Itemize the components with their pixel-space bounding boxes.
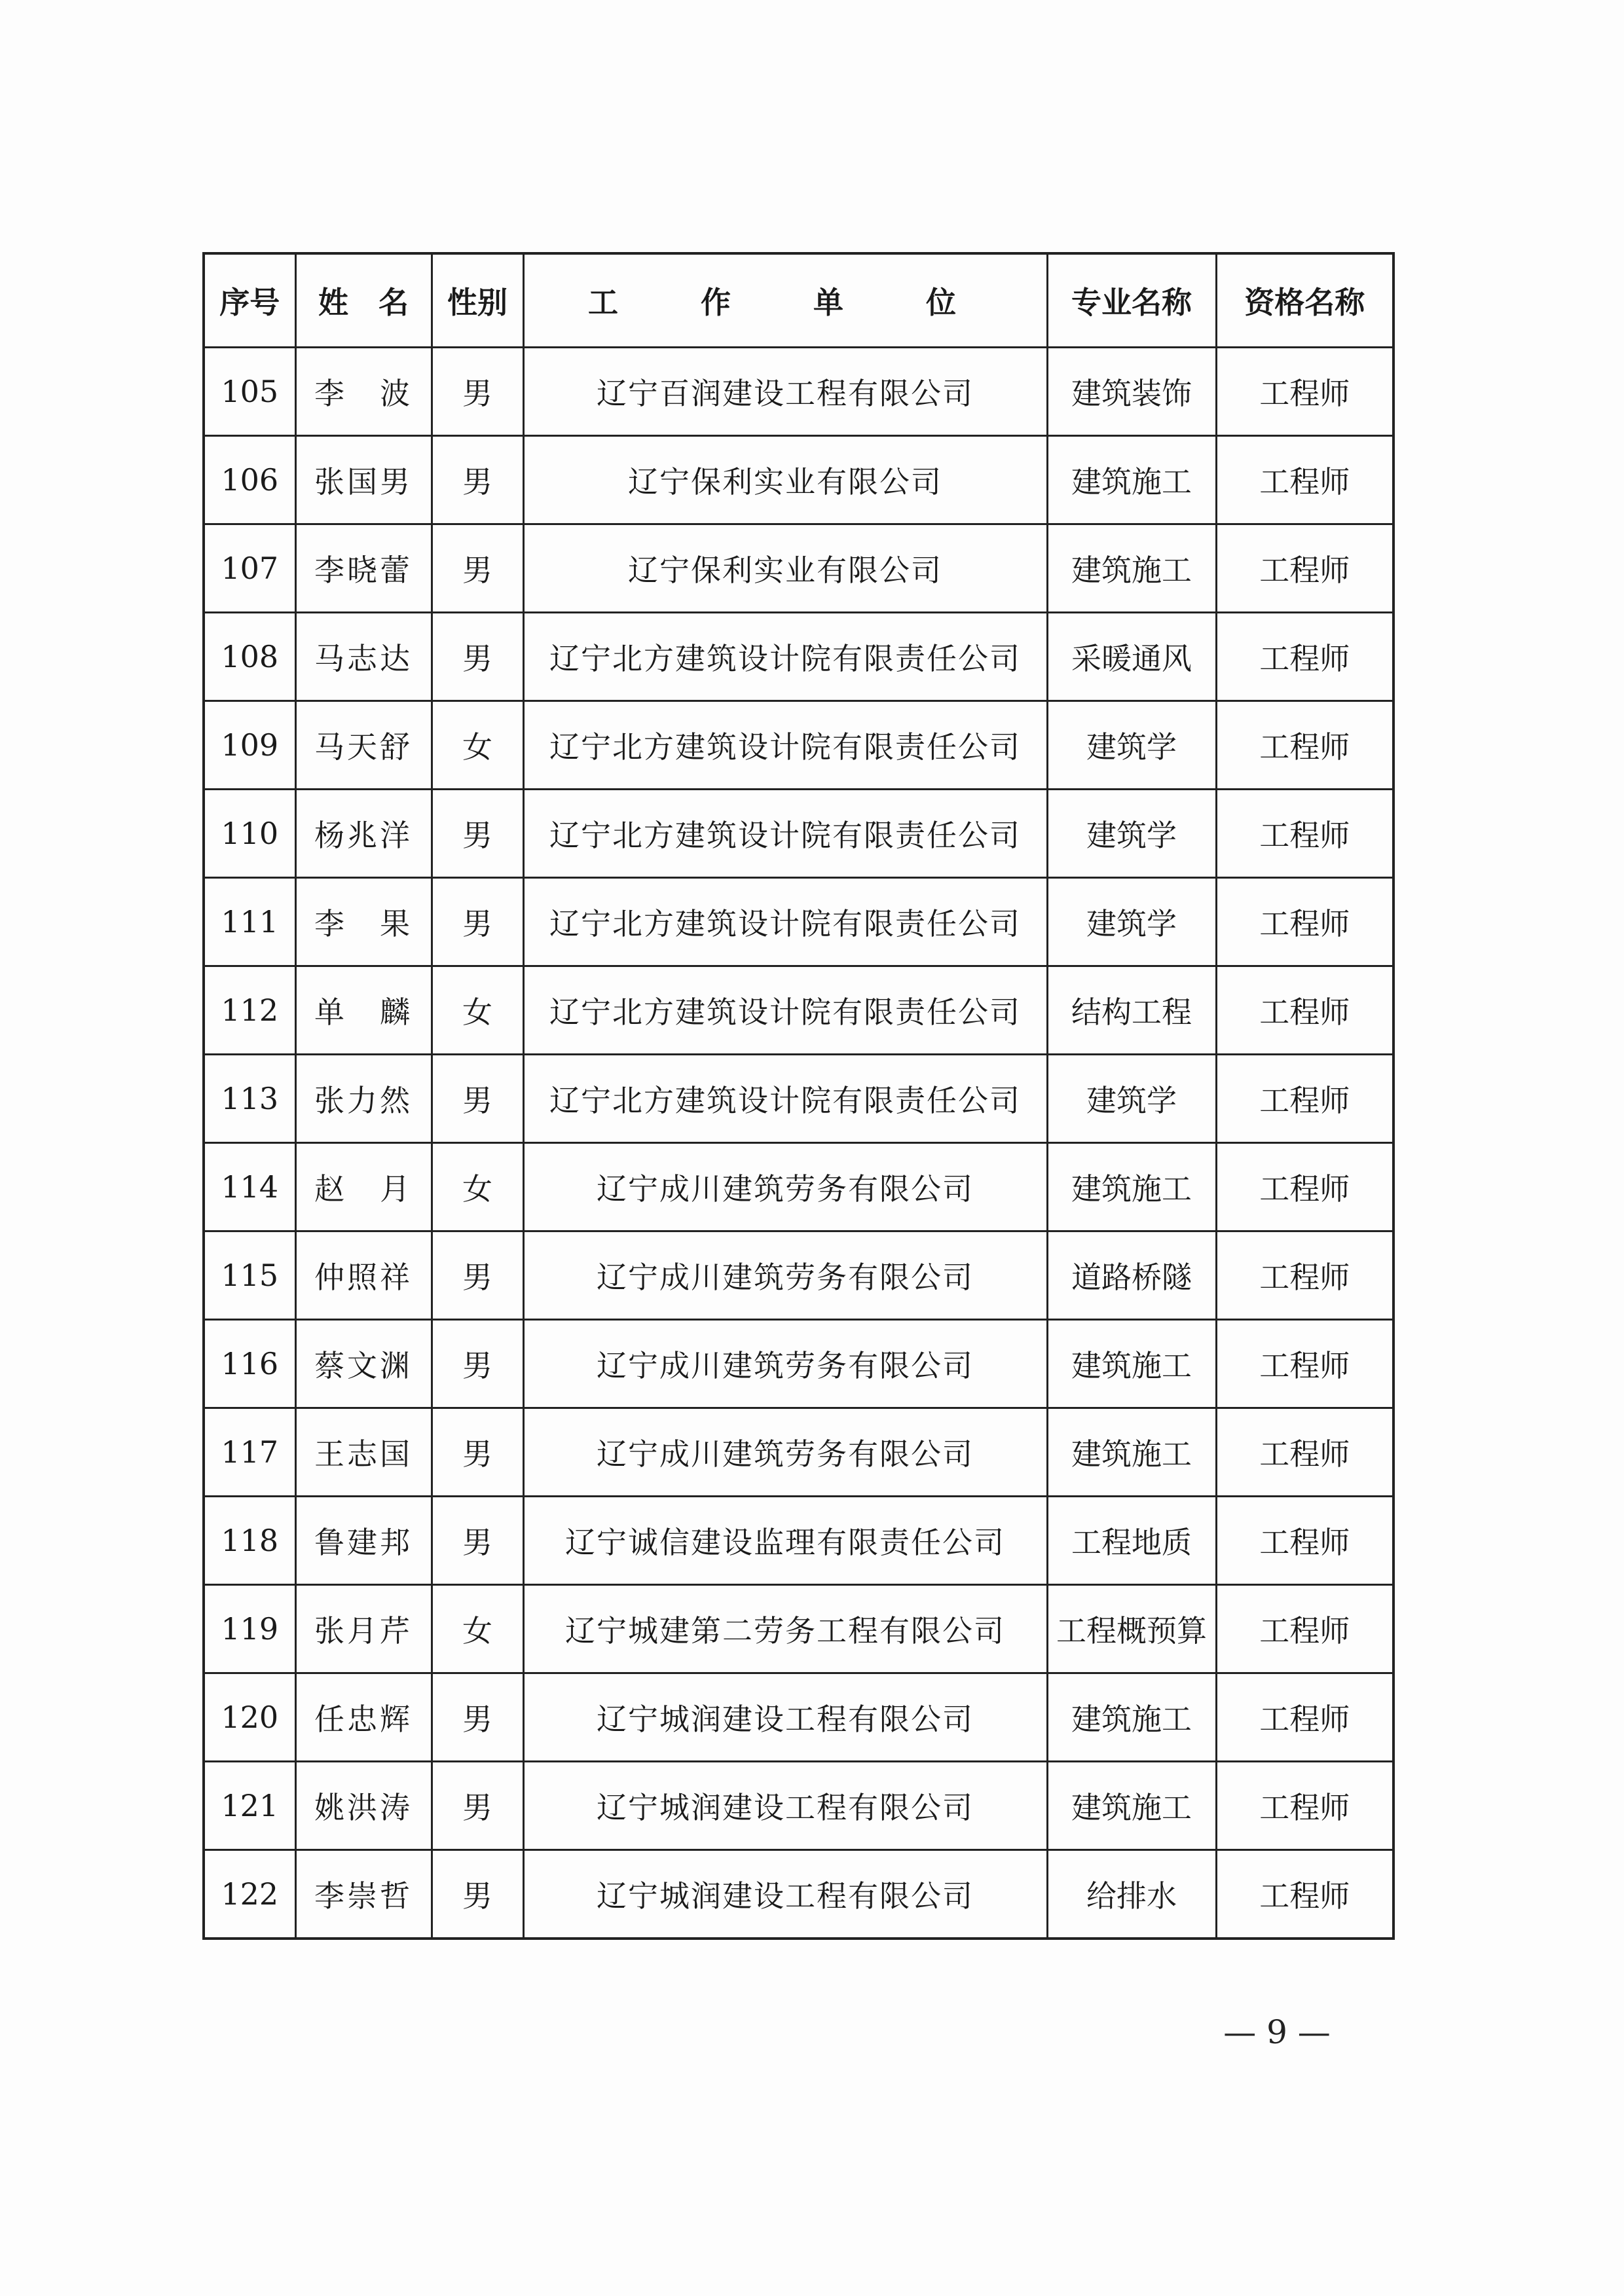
cell-qualification: 工程师 [1216, 1055, 1393, 1143]
cell-name: 马天舒 [295, 701, 432, 790]
cell-gender: 男 [432, 1850, 523, 1939]
cell-gender: 男 [432, 613, 523, 701]
cell-unit: 辽宁北方建筑设计院有限责任公司 [523, 878, 1047, 966]
cell-name: 张月芹 [295, 1585, 432, 1673]
cell-qualification: 工程师 [1216, 436, 1393, 524]
cell-qualification: 工程师 [1216, 1585, 1393, 1673]
cell-major: 道路桥隧 [1047, 1231, 1216, 1320]
cell-qualification: 工程师 [1216, 1320, 1393, 1408]
cell-major: 建筑装饰 [1047, 348, 1216, 436]
cell-seq: 121 [204, 1762, 295, 1850]
cell-qualification: 工程师 [1216, 1762, 1393, 1850]
cell-seq: 113 [204, 1055, 295, 1143]
header-name: 姓 名 [295, 253, 432, 348]
cell-unit: 辽宁成川建筑劳务有限公司 [523, 1231, 1047, 1320]
cell-major: 采暖通风 [1047, 613, 1216, 701]
cell-seq: 114 [204, 1143, 295, 1231]
table-row [204, 1762, 1393, 1850]
cell-seq: 115 [204, 1231, 295, 1320]
header-major: 专业名称 [1047, 253, 1216, 348]
cell-name: 蔡文渊 [295, 1320, 432, 1408]
cell-name: 王志国 [295, 1408, 432, 1497]
table-row [204, 790, 1393, 878]
table-row [204, 1143, 1393, 1231]
roster-table [202, 252, 1395, 1940]
cell-major: 工程地质 [1047, 1497, 1216, 1585]
cell-major: 建筑学 [1047, 790, 1216, 878]
cell-seq: 105 [204, 348, 295, 436]
table-row [204, 348, 1393, 436]
cell-major: 工程概预算 [1047, 1585, 1216, 1673]
cell-name: 张力然 [295, 1055, 432, 1143]
table-row [204, 1497, 1393, 1585]
cell-major: 建筑施工 [1047, 1143, 1216, 1231]
cell-name: 单 麟 [295, 966, 432, 1055]
cell-name: 任忠辉 [295, 1673, 432, 1762]
cell-unit: 辽宁北方建筑设计院有限责任公司 [523, 613, 1047, 701]
cell-seq: 109 [204, 701, 295, 790]
cell-seq: 108 [204, 613, 295, 701]
cell-name: 李 波 [295, 348, 432, 436]
cell-major: 建筑施工 [1047, 1408, 1216, 1497]
table-row [204, 1585, 1393, 1673]
cell-name: 张国男 [295, 436, 432, 524]
cell-seq: 120 [204, 1673, 295, 1762]
cell-gender: 男 [432, 790, 523, 878]
table-row [204, 966, 1393, 1055]
cell-seq: 111 [204, 878, 295, 966]
cell-unit: 辽宁北方建筑设计院有限责任公司 [523, 1055, 1047, 1143]
cell-qualification: 工程师 [1216, 790, 1393, 878]
cell-unit: 辽宁城润建设工程有限公司 [523, 1762, 1047, 1850]
cell-major: 建筑学 [1047, 878, 1216, 966]
page-number: — 9 — [1223, 2013, 1331, 2051]
cell-unit: 辽宁北方建筑设计院有限责任公司 [523, 701, 1047, 790]
table-row [204, 1408, 1393, 1497]
cell-seq: 107 [204, 524, 295, 613]
cell-major: 结构工程 [1047, 966, 1216, 1055]
table-row [204, 1231, 1393, 1320]
cell-gender: 男 [432, 348, 523, 436]
cell-qualification: 工程师 [1216, 966, 1393, 1055]
table-header-row [204, 253, 1393, 348]
table-row [204, 1320, 1393, 1408]
cell-gender: 男 [432, 1673, 523, 1762]
cell-major: 建筑施工 [1047, 524, 1216, 613]
cell-name: 姚洪涛 [295, 1762, 432, 1850]
cell-seq: 106 [204, 436, 295, 524]
cell-gender: 男 [432, 878, 523, 966]
cell-qualification: 工程师 [1216, 613, 1393, 701]
cell-unit: 辽宁城润建设工程有限公司 [523, 1673, 1047, 1762]
table-row [204, 701, 1393, 790]
cell-seq: 118 [204, 1497, 295, 1585]
cell-name: 仲照祥 [295, 1231, 432, 1320]
cell-seq: 119 [204, 1585, 295, 1673]
cell-unit: 辽宁百润建设工程有限公司 [523, 348, 1047, 436]
table-row [204, 613, 1393, 701]
cell-unit: 辽宁城润建设工程有限公司 [523, 1850, 1047, 1939]
cell-major: 建筑施工 [1047, 1762, 1216, 1850]
cell-qualification: 工程师 [1216, 701, 1393, 790]
cell-name: 李崇哲 [295, 1850, 432, 1939]
cell-gender: 男 [432, 524, 523, 613]
cell-seq: 110 [204, 790, 295, 878]
cell-name: 鲁建邦 [295, 1497, 432, 1585]
cell-gender: 女 [432, 701, 523, 790]
cell-qualification: 工程师 [1216, 878, 1393, 966]
table-row [204, 524, 1393, 613]
header-qualification: 资格名称 [1216, 253, 1393, 348]
cell-unit: 辽宁成川建筑劳务有限公司 [523, 1320, 1047, 1408]
cell-major: 给排水 [1047, 1850, 1216, 1939]
table-row [204, 1673, 1393, 1762]
cell-gender: 男 [432, 1497, 523, 1585]
cell-qualification: 工程师 [1216, 1143, 1393, 1231]
cell-major: 建筑学 [1047, 1055, 1216, 1143]
cell-qualification: 工程师 [1216, 1408, 1393, 1497]
cell-seq: 116 [204, 1320, 295, 1408]
cell-gender: 女 [432, 966, 523, 1055]
cell-seq: 112 [204, 966, 295, 1055]
cell-major: 建筑学 [1047, 701, 1216, 790]
cell-unit: 辽宁成川建筑劳务有限公司 [523, 1143, 1047, 1231]
cell-qualification: 工程师 [1216, 1850, 1393, 1939]
cell-seq: 117 [204, 1408, 295, 1497]
cell-name: 杨兆洋 [295, 790, 432, 878]
cell-qualification: 工程师 [1216, 1497, 1393, 1585]
table-body [204, 348, 1393, 1939]
table-row [204, 436, 1393, 524]
cell-qualification: 工程师 [1216, 1231, 1393, 1320]
cell-unit: 辽宁成川建筑劳务有限公司 [523, 1408, 1047, 1497]
cell-unit: 辽宁城建第二劳务工程有限公司 [523, 1585, 1047, 1673]
cell-name: 赵 月 [295, 1143, 432, 1231]
cell-gender: 男 [432, 1231, 523, 1320]
header-gender: 性别 [432, 253, 523, 348]
cell-qualification: 工程师 [1216, 524, 1393, 613]
cell-name: 李晓蕾 [295, 524, 432, 613]
cell-gender: 男 [432, 1408, 523, 1497]
cell-unit: 辽宁诚信建设监理有限责任公司 [523, 1497, 1047, 1585]
cell-unit: 辽宁北方建筑设计院有限责任公司 [523, 966, 1047, 1055]
cell-unit: 辽宁北方建筑设计院有限责任公司 [523, 790, 1047, 878]
cell-gender: 男 [432, 1762, 523, 1850]
cell-gender: 男 [432, 1320, 523, 1408]
cell-name: 马志达 [295, 613, 432, 701]
cell-unit: 辽宁保利实业有限公司 [523, 524, 1047, 613]
header-unit: 工 作 单 位 [523, 253, 1047, 348]
cell-major: 建筑施工 [1047, 1673, 1216, 1762]
table-row [204, 1055, 1393, 1143]
cell-unit: 辽宁保利实业有限公司 [523, 436, 1047, 524]
cell-gender: 男 [432, 436, 523, 524]
header-seq: 序号 [204, 253, 295, 348]
cell-gender: 男 [432, 1055, 523, 1143]
cell-qualification: 工程师 [1216, 1673, 1393, 1762]
table-row [204, 878, 1393, 966]
table-row [204, 1850, 1393, 1939]
cell-gender: 女 [432, 1585, 523, 1673]
cell-qualification: 工程师 [1216, 348, 1393, 436]
cell-major: 建筑施工 [1047, 1320, 1216, 1408]
cell-seq: 122 [204, 1850, 295, 1939]
cell-name: 李 果 [295, 878, 432, 966]
cell-gender: 女 [432, 1143, 523, 1231]
cell-major: 建筑施工 [1047, 436, 1216, 524]
